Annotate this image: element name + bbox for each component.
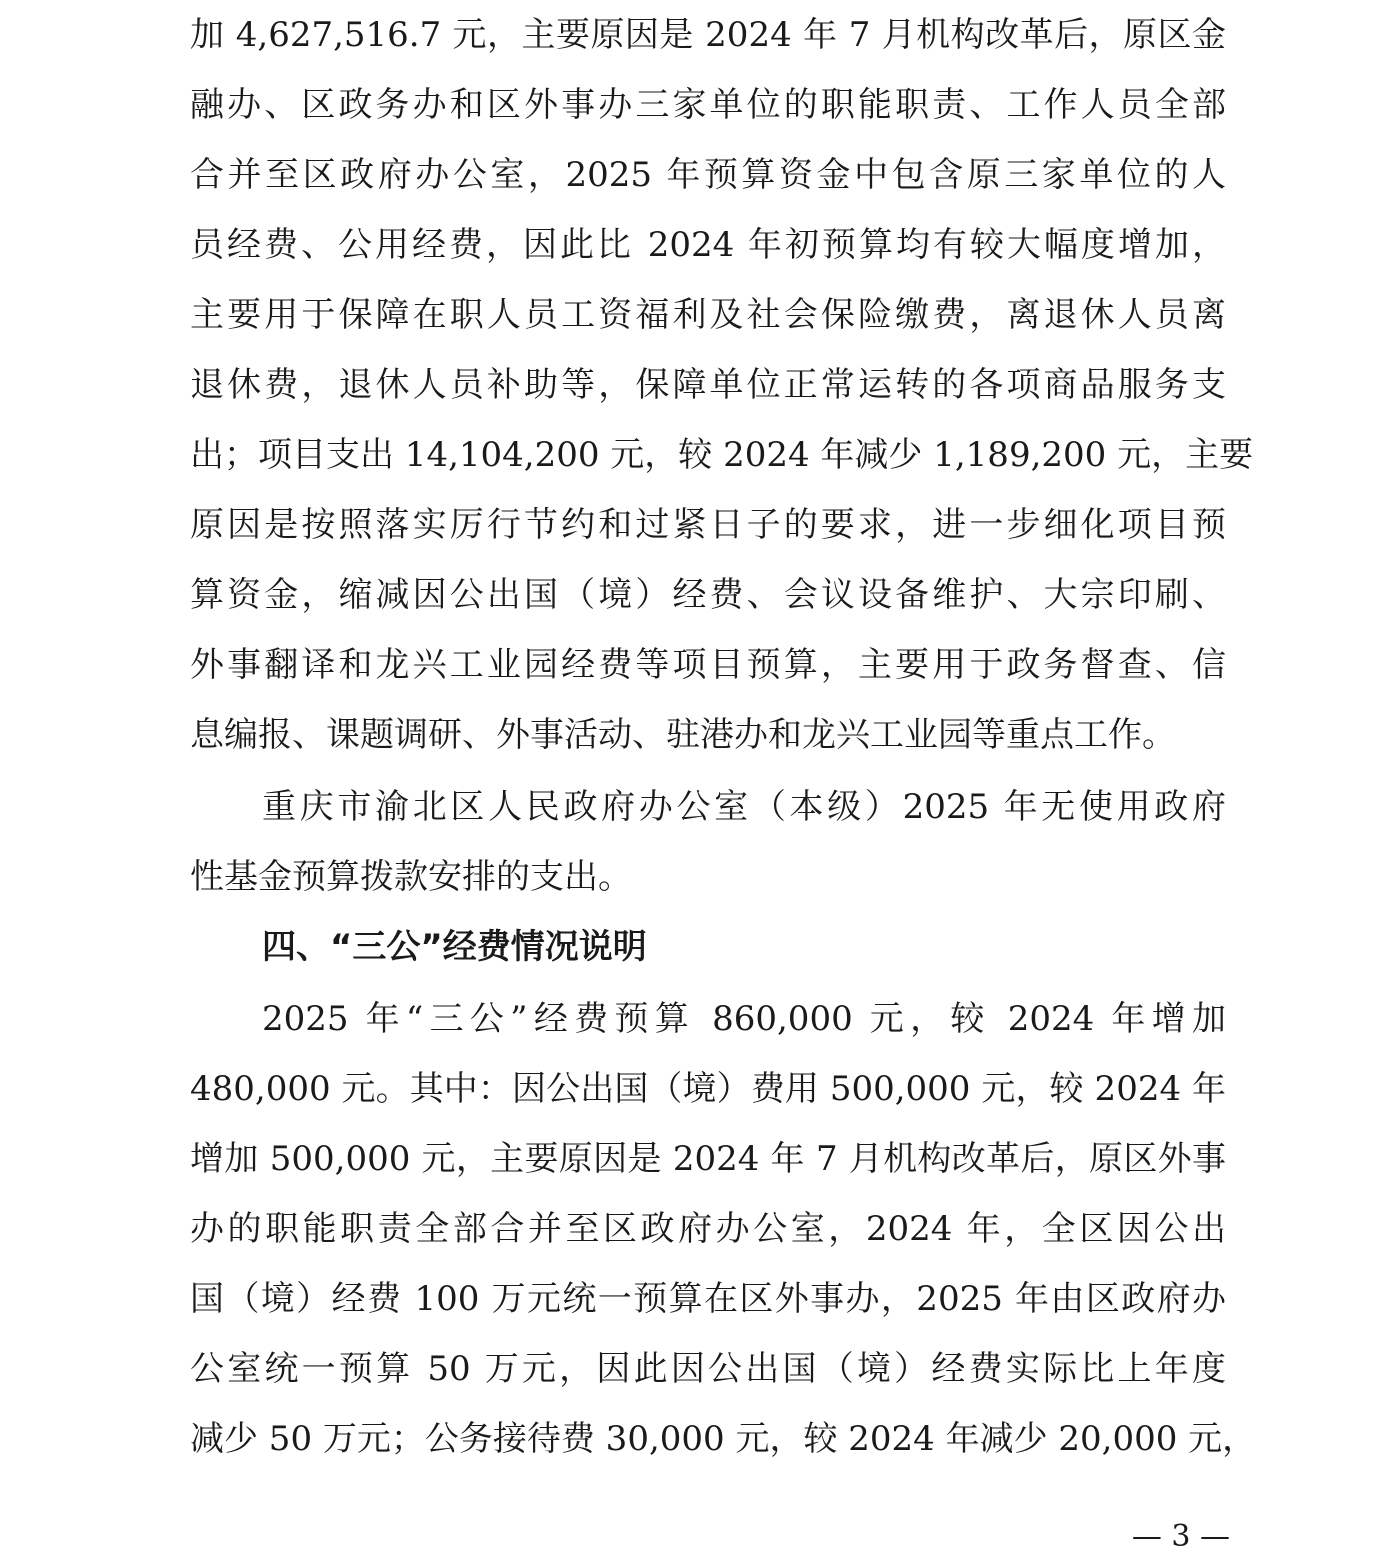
paragraph-line: 融办、区政务办和区外事办三家单位的职能职责、工作人员全部 — [190, 85, 1226, 125]
paragraph-line: 480,000 元。其中：因公出国（境）费用 500,000 元，较 2024 年 — [190, 1069, 1226, 1109]
paragraph-line: 息编报、课题调研、外事活动、驻港办和龙兴工业园等重点工作。 — [190, 715, 1176, 755]
paragraph-line: 2025 年“三公”经费预算 860,000 元，较 2024 年增加 — [262, 999, 1226, 1039]
paragraph-line: 性基金预算拨款安排的支出。 — [190, 857, 632, 897]
paragraph-line: 员经费、公用经费，因此比 2024 年初预算均有较大幅度增加， — [190, 225, 1226, 265]
paragraph-line: 加 4,627,516.7 元，主要原因是 2024 年 7 月机构改革后，原区金 — [190, 15, 1226, 55]
paragraph-line: 国（境）经费 100 万元统一预算在区外事办，2025 年由区政府办 — [190, 1279, 1226, 1319]
page-number: — 3 — — [1131, 1519, 1230, 1554]
paragraph-line: 减少 50 万元；公务接待费 30,000 元，较 2024 年减少 20,000 元， — [190, 1419, 1257, 1459]
paragraph-line: 出；项目支出 14,104,200 元，较 2024 年减少 1,189,200 元，主要 — [190, 435, 1254, 475]
paragraph-line: 算资金，缩减因公出国（境）经费、会议设备维护、大宗印刷、 — [190, 575, 1226, 615]
paragraph-line: 合并至区政府办公室，2025 年预算资金中包含原三家单位的人 — [190, 155, 1226, 195]
paragraph-line: 办的职能职责全部合并至区政府办公室，2024 年，全区因公出 — [190, 1209, 1226, 1249]
paragraph-line: 主要用于保障在职人员工资福利及社会保险缴费，离退休人员离 — [190, 295, 1226, 335]
paragraph-line: 原因是按照落实厉行节约和过紧日子的要求，进一步细化项目预 — [190, 505, 1226, 545]
paragraph-line: 重庆市渝北区人民政府办公室（本级）2025 年无使用政府 — [262, 787, 1226, 827]
paragraph-line: 公室统一预算 50 万元，因此因公出国（境）经费实际比上年度 — [190, 1349, 1226, 1389]
paragraph-line: 退休费，退休人员补助等，保障单位正常运转的各项商品服务支 — [190, 365, 1226, 405]
paragraph-line: 增加 500,000 元，主要原因是 2024 年 7 月机构改革后，原区外事 — [190, 1139, 1226, 1179]
paragraph-line: 外事翻译和龙兴工业园经费等项目预算，主要用于政务督查、信 — [190, 645, 1226, 685]
section-heading: 四、“三公”经费情况说明 — [262, 927, 647, 967]
